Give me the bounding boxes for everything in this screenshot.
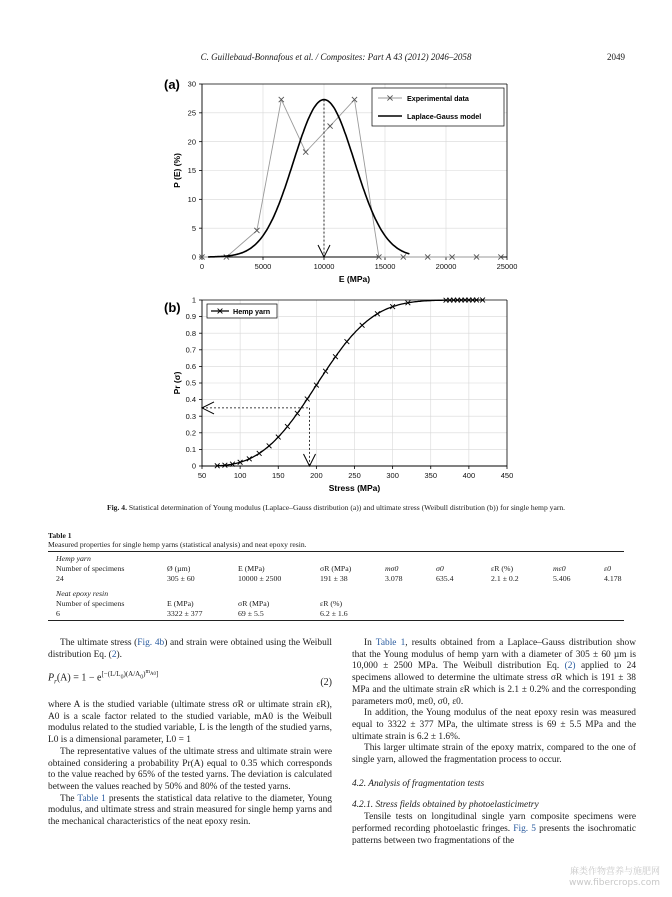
chart-a-legend-label-model: Laplace-Gauss model	[407, 112, 482, 121]
table-epoxy-value-2: 69 ± 5.5	[238, 609, 264, 618]
fig-4b-link[interactable]: Fig. 4b	[137, 638, 165, 648]
left-column-bottom	[48, 700, 332, 829]
figure-caption-label: Fig. 4.	[106, 503, 127, 512]
chart-a-y-tick-label: 20	[187, 137, 196, 147]
chart-b-x-tick-label: 100	[233, 471, 247, 480]
left-paragraph-2: where A is the studied variable (ultimate stress σR or ultimate strain εR), A0 is a scale factor related to the studied variable, mA0 is the Weibull modulus related to the studied variable, L is the length of the studied yarns, L0 is a dimensional parameter, L0 = 1	[48, 700, 332, 746]
chart-a-x-axis-label: E (MPa)	[338, 274, 371, 284]
chart-b-x-tick-label: 150	[271, 471, 285, 480]
left-paragraph-3: The representative values of the ultimate stress and ultimate strain were obtained considering a probability Pr(A) equal to 0.35 which corresponds to the value reached by 65% of the tested yarns. The deviation is calculated between the values reached by 50% and 80% of the tested yarns.	[48, 746, 332, 792]
table-epoxy-label-1: E (MPa)	[167, 599, 194, 608]
chart-b-marker	[247, 456, 252, 461]
chart-b-y-axis-label: Pr (σ)	[172, 371, 182, 395]
table-hemp-value-8: 4.178	[604, 574, 622, 583]
table-1-link-right[interactable]: Table 1	[375, 638, 406, 648]
table-epoxy-label-3: εR (%)	[320, 599, 343, 608]
chart-b-y-tick-label: 0.2	[185, 428, 196, 438]
chart-b-y-tick-label: 0.8	[185, 328, 196, 338]
chart-b-y-tick-label: 0.4	[185, 395, 196, 405]
chart-a-y-tick-label: 30	[187, 79, 196, 89]
subsection-heading: 4.2.1. Stress fields obtained by photoelasticimetry	[352, 800, 539, 811]
table-hemp-label-1: Ø (µm)	[167, 564, 191, 573]
table-hemp-label-4: mσ0	[385, 564, 399, 573]
table-hemp-value-7: 5.406	[553, 574, 571, 583]
equation-exponent: [−(L/L0)(A/A0)mA0]	[101, 669, 159, 681]
chart-b-marker	[344, 339, 349, 344]
left-paragraph-4: The Table 1 presents the statistical data relative to the diameter, Young modulus, and ultimate stress and strain measured for single hemp yarns and the mechanical characteristics of the neat epoxy resin.	[48, 793, 332, 828]
eq-2-link-right[interactable]: (2)	[564, 661, 576, 672]
chart-b-y-tick-label: 0.1	[185, 445, 196, 454]
chart-b-x-tick-label: 400	[462, 471, 476, 480]
watermark	[569, 867, 660, 889]
table-hemp-label-8: ε0	[604, 564, 611, 573]
panel-a-label: (a)	[164, 77, 180, 92]
right-paragraph-3: This larger ultimate strain of the epoxy matrix, compared to the one of single yarn, allowed the fragmentation process to occur.	[352, 743, 636, 766]
chart-b-x-tick-label: 450	[500, 471, 514, 480]
table-epoxy-value-0: 6	[56, 609, 60, 618]
chart-b-y-tick-label: 0.9	[185, 312, 196, 322]
table-hemp-label-6: εR (%)	[491, 564, 514, 573]
table-epoxy-heading: Neat epoxy resin	[56, 589, 109, 598]
table-top-rule	[48, 551, 624, 552]
table-epoxy-label-2: σR (MPa)	[238, 599, 270, 608]
right-paragraph-4: Tensile tests on longitudinal single yarn composite specimens were performed recording photoelastic fringes. Fig. 5 presents the isochromatic patterns between two fragmentations of the	[352, 812, 637, 846]
table-caption: Measured properties for single hemp yarns (statistical analysis) and neat epoxy resin.	[48, 540, 307, 549]
chart-b-x-tick-label: 300	[386, 471, 399, 480]
table-hemp-value-0: 24	[56, 574, 64, 583]
eq-2-link[interactable]: 2	[111, 649, 117, 660]
right-paragraph-2: In addition, the Young modulus of the neat epoxy resin was measured equal to 3322 ± 377 MPa, the ultimate stress is 69 ± 5.5 MPa and the ultimate strain is 6.2 ± 1.6%.	[352, 708, 636, 742]
chart-b-marker	[360, 323, 365, 328]
chart-b-marker	[375, 311, 380, 316]
chart-b-marker	[333, 354, 338, 359]
chart-b-y-tick-label: 0	[191, 461, 196, 471]
equation-2: $P_r(A) = 1 - e[-(L/L0)(A/A0)mA0]$ (2)	[48, 669, 332, 688]
chart-a	[150, 70, 530, 292]
chart-a-x-tick-label: 5000	[254, 262, 272, 271]
equation-number: (2)	[320, 677, 332, 688]
table-hemp-label-3: σR (MPa)	[320, 564, 352, 573]
chart-b-y-tick-label: 0.7	[185, 345, 196, 355]
left-paragraph-1: The ultimate stress (Fig. 4b) and strain were obtained using the Weibull distribution Eq. (2).	[48, 638, 332, 660]
chart-a-y-tick-label: 5	[191, 223, 196, 233]
table-title: Table 1	[48, 531, 72, 540]
right-paragraph-1: In Table 1, results obtained from a Laplace–Gauss distribution show that the Young modulus of hemp yarn with a diameter of 305 ± 60 µm is 10,000 ± 2500 MPa. The Weibull distribution Eq. (2) applied to 24 specimens allowed to determine the ultimate stress σR which is 191 ± 38 MPa and the ultimate strain εR which is 2.1 ± 0.2% and the corresponding parameters mσ0, mε0, σ0, ε0.	[352, 638, 637, 707]
running-title: C. Guillebaud-Bonnafous et al. / Composites: Part A 43 (2012) 2046–2058	[200, 52, 472, 62]
chart-a-y-tick-label: 25	[187, 108, 196, 118]
chart-b-x-axis-label: Stress (MPa)	[328, 483, 381, 493]
chart-a-x-tick-label: 0	[199, 262, 205, 271]
chart-a-experimental-marker	[303, 149, 308, 154]
table-hemp-value-5: 635.4	[436, 574, 454, 583]
left-column-top	[48, 638, 332, 661]
table-hemp-value-6: 2.1 ± 0.2	[491, 574, 519, 583]
chart-a-y-axis-label: P (E) (%)	[172, 153, 182, 188]
chart-b-x-tick-label: 250	[348, 471, 361, 480]
table-1-link-left[interactable]: Table 1	[77, 793, 106, 804]
section-heading: 4.2. Analysis of fragmentation tests	[352, 778, 485, 789]
table-epoxy-value-1: 3322 ± 377	[167, 609, 203, 618]
table-epoxy-label-0: Number of specimens	[56, 599, 125, 608]
table-hemp-value-4: 3.078	[385, 574, 403, 583]
chart-a-x-tick-label: 15000	[374, 262, 396, 271]
figure-caption	[48, 503, 624, 513]
chart-b-marker	[285, 424, 290, 429]
table-hemp-label-0: Number of specimens	[56, 564, 125, 573]
chart-b-y-tick-label: 0.6	[185, 362, 196, 371]
chart-a-x-tick-label: 25000	[496, 262, 518, 271]
chart-a-legend-label-experimental: Experimental data	[407, 94, 469, 103]
chart-b-marker	[257, 451, 262, 456]
table-bottom-rule	[48, 620, 624, 621]
table-hemp-label-7: mε0	[553, 564, 566, 573]
chart-b-y-tick-label: 0.5	[185, 378, 196, 388]
table-hemp-value-3: 191 ± 38	[320, 574, 348, 583]
chart-b-marker	[323, 369, 328, 374]
chart-b-marker	[267, 443, 272, 448]
chart-a-y-tick-label: 10	[187, 194, 196, 204]
chart-a-experimental-marker	[328, 123, 333, 128]
table-hemp-value-2: 10000 ± 2500	[238, 574, 282, 583]
figure-caption-text: Statistical determination of Young modulus (Laplace–Gauss distribution (a)) and ultimate stress (Weibull distribution (b)) for single hemp yarn.	[128, 503, 566, 512]
chart-b-marker	[305, 397, 310, 402]
chart-a-x-tick-label: 20000	[435, 262, 457, 271]
watermark-line-2: www.fibercrops.com	[569, 878, 660, 888]
chart-b-y-tick-label: 1	[191, 295, 196, 305]
table-hemp-heading: Hemp yarn	[56, 554, 91, 563]
watermark-line-1: 麻类作物营养与施肥网	[569, 867, 660, 877]
fig-5-link[interactable]: Fig. 5	[513, 823, 536, 834]
table-epoxy-value-3: 6.2 ± 1.6	[320, 609, 348, 618]
chart-b-marker	[295, 411, 300, 416]
table-hemp-value-1: 305 ± 60	[167, 574, 195, 583]
chart-a-y-tick-label: 15	[187, 166, 196, 176]
table-hemp-label-5: σ0	[436, 564, 444, 573]
table-hemp-label-2: E (MPa)	[238, 564, 265, 573]
panel-b-label: (b)	[164, 300, 181, 315]
chart-b-y-tick-label: 0.3	[185, 411, 196, 421]
page-number: 2049	[607, 52, 625, 62]
chart-b-x-tick-label: 50	[197, 471, 207, 480]
chart-b	[150, 292, 530, 500]
chart-a-x-tick-label: 10000	[313, 262, 335, 271]
right-column	[352, 638, 636, 847]
chart-b-legend-label: Hemp yarn	[233, 307, 271, 316]
chart-b-x-tick-label: 200	[310, 471, 323, 480]
chart-a-y-tick-label: 0	[191, 252, 196, 262]
chart-b-x-tick-label: 350	[424, 471, 438, 480]
